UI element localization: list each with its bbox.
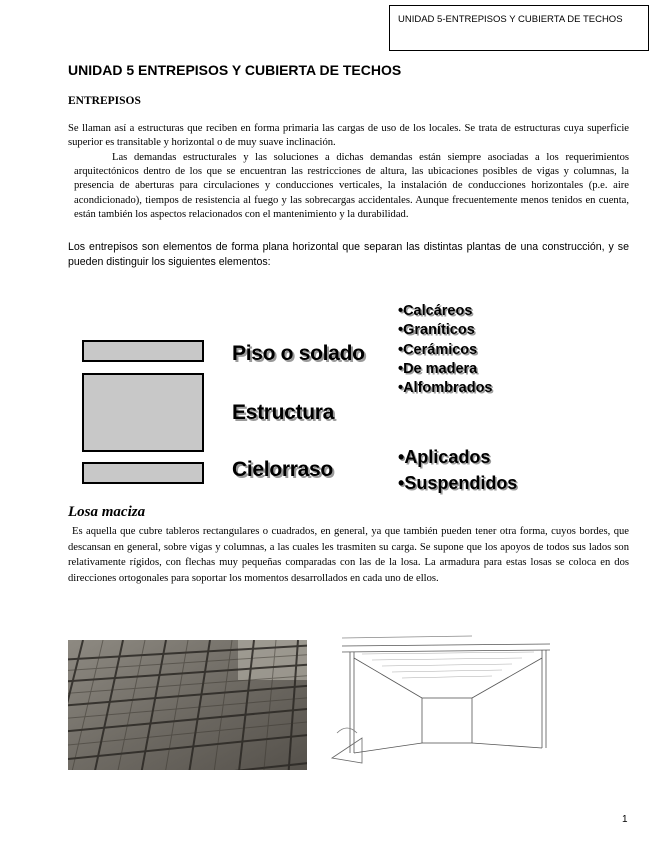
list-item: • Calcáreos bbox=[398, 302, 493, 321]
label-piso: Piso o solado bbox=[232, 342, 365, 365]
running-header-box bbox=[389, 5, 649, 51]
label-estructura: Estructura bbox=[232, 401, 335, 424]
piso-layer-box bbox=[82, 340, 204, 362]
list-item: • Cerámicos bbox=[398, 341, 493, 360]
cielorraso-layer-box bbox=[82, 462, 204, 484]
running-header-text: UNIDAD 5-ENTREPISOS Y CUBIERTA DE TECHOS bbox=[398, 14, 623, 25]
list-item: • De madera bbox=[398, 360, 493, 379]
list-item: • Aplicados bbox=[398, 444, 517, 470]
section-heading-entrepisos: ENTREPISOS bbox=[68, 95, 141, 107]
cielorraso-types-list bbox=[398, 444, 517, 496]
slab-section-sketch bbox=[322, 628, 562, 768]
rebar-mesh-photo bbox=[68, 640, 307, 770]
label-cielorraso: Cielorraso bbox=[232, 458, 333, 481]
paragraph-losa-maciza: Es aquella que cubre tableros rectangulares o cuadrados, en general, ya que también pueden tener otra forma, cuyos bordes, que descansan en general, sobre vigas y columnas, a las cuales les trasmiten su carga. Se supone que los apoyos de todos sus lados son relativamente rígidos, con flechas muy pequeñas comparadas con las de la losa. La armadura para estas losas se coloca en dos direcciones ortogonales para soportar los momentos desarrollados en cada uno de ellos. bbox=[68, 526, 629, 584]
paragraph-elements: Los entrepisos son elementos de forma plana horizontal que separan las distintas plantas de una construcción, y se pueden distinguir los siguientes elementos: bbox=[68, 241, 629, 268]
paragraph-definition: Se llaman así a estructuras que reciben en forma primaria las cargas de uso de los locales. Se trata de estructuras cuya superficie superior es transitable y horizontal o de muy suave inclinación. bbox=[68, 123, 629, 149]
section-heading-losa-maciza: Losa maciza bbox=[68, 504, 146, 520]
page-number: 1 bbox=[622, 814, 628, 825]
paragraph-demands: Las demandas estructurales y las soluciones a dichas demandas están siempre asociadas a los requerimientos arquitectónicos dentro de los que se encuentran las restricciones de altura, las ubicaciones posibles de vigas y columnas, la presencia de aberturas para circulaciones y conducciones verticales, la instalación de conducciones horizontales (p.e. aire acondicionado), tiempos de resistencia al fuego y las sobrecargas accidentales. Aunque frecuentemente menos tenidos en cuenta, están también los aspectos relacionados con el mantenimiento y la durabilidad. bbox=[74, 152, 629, 220]
piso-materials-list bbox=[398, 302, 493, 398]
list-item: • Graníticos bbox=[398, 321, 493, 340]
unit-title: UNIDAD 5 ENTREPISOS Y CUBIERTA DE TECHOS bbox=[68, 62, 402, 78]
list-item: • Alfombrados bbox=[398, 379, 493, 398]
list-item: • Suspendidos bbox=[398, 470, 517, 496]
estructura-layer-box bbox=[82, 373, 204, 452]
